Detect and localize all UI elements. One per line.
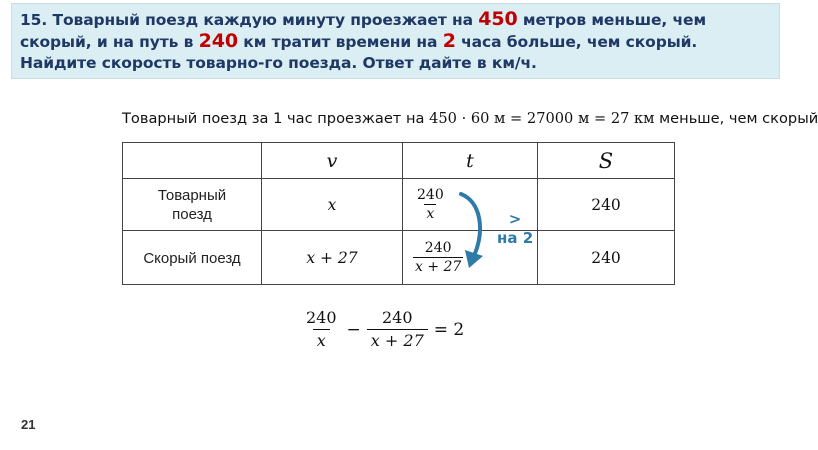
freight-speed: x	[262, 179, 403, 231]
express-time: $\frac{240}{x + 27}$	[403, 231, 538, 285]
problem-box	[11, 3, 780, 79]
row-label-freight: Товарный поезд	[123, 179, 262, 231]
speed-difference-expression: 450 · 60 м = 27000 м = 27 км	[429, 110, 655, 127]
curved-arrow-icon	[455, 190, 495, 270]
greater-sign: >	[508, 210, 522, 228]
motion-table	[122, 142, 675, 285]
express-distance: 240	[538, 231, 675, 285]
speed-difference-statement: Товарный поезд за 1 час проезжает на 450 · 60 м = 27000 м = 27 км меньше, чем скорый	[122, 110, 818, 127]
table-header-row	[123, 143, 675, 179]
problem-statement: 15. Товарный поезд каждую минуту проезжает на 450 метров меньше, чем скорый, и на путь в 240 км тратит времени на 2 часа больше, чем скорый. Найдите скорость товарно-го поезда. Ответ дайте в км/ч.	[20, 8, 707, 72]
express-speed: x + 27	[262, 231, 403, 285]
problem-number: 15.	[20, 11, 48, 29]
comparison-label: на 2	[497, 229, 534, 247]
equation-fraction-2: $\frac{240}{x + 27}$	[367, 308, 428, 351]
header-speed: v	[262, 143, 403, 179]
freight-time: $\frac{240}{x}$	[403, 179, 538, 231]
time-comparison	[497, 210, 533, 248]
header-time: t	[403, 143, 538, 179]
table-row	[123, 179, 675, 231]
row-label-express: Скорый поезд	[123, 231, 262, 285]
freight-distance: 240	[538, 179, 675, 231]
equation	[302, 308, 470, 351]
header-empty-cell	[123, 143, 262, 179]
slide-number: 21	[21, 417, 36, 432]
value-240: 240	[198, 30, 239, 52]
minus-sign: −	[346, 319, 361, 340]
equation-result: = 2	[433, 319, 465, 340]
value-450: 450	[478, 8, 518, 30]
value-2: 2	[442, 30, 456, 52]
table-row	[123, 231, 675, 285]
header-distance: S	[538, 143, 675, 179]
equation-fraction-1: $\frac{240}{x}$	[306, 308, 337, 350]
